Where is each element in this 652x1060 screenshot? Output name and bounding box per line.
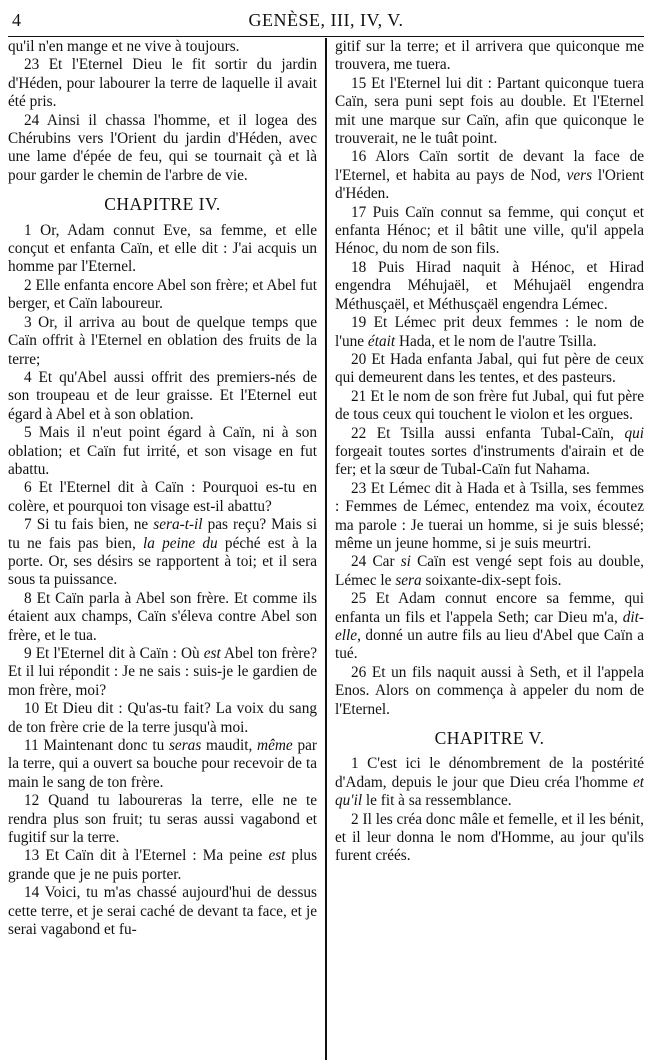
verse-4-11 bbox=[8, 737, 317, 792]
verse-continuation: qu'il n'en mange et ne vive à toujours. bbox=[8, 38, 240, 55]
running-title: GENÈSE, III, IV, V. bbox=[248, 10, 404, 30]
left-column bbox=[8, 38, 325, 1060]
verse-4-12: 12 Quand tu laboureras la terre, elle ne te rendra plus son fruit; tu seras aussi vagabond et fugitif sur la terre. bbox=[8, 792, 318, 847]
verse-text: 1 C'est ici le dénombrement de la postérité d'Adam, depuis le jour que Dieu créa l'homme bbox=[335, 755, 645, 791]
chapter-heading-5: CHAPITRE V. bbox=[434, 728, 545, 749]
verse-4-19 bbox=[335, 314, 644, 351]
verse-4-3: 3 Or, il arriva au bout de quelque temps que Caïn offrit à l'Eternel en oblation des fruits de la terre; bbox=[8, 313, 318, 368]
verse-4-17: 17 Puis Caïn connut sa femme, qui conçut et enfanta Hénoc; et il bâtit une ville, qu'il appela Hénoc, du nom de son fils. bbox=[335, 203, 645, 258]
verse-text: 19 Et Lémec prit deux femmes : le nom de l'une bbox=[335, 314, 645, 350]
verse-text: l'Orient d'Héden. bbox=[335, 166, 645, 203]
verse-text: par la terre, qui a ouvert sa bouche pour recevoir de ta main le sang de ton frère. bbox=[8, 737, 318, 791]
verse-text: , donné un autre fils au lieu d'Abel que Caïn a tué. bbox=[335, 627, 645, 663]
right-column bbox=[327, 38, 644, 1060]
verse-4-15: 15 Et l'Eternel lui dit : Partant quiconque tuera Caïn, sera puni sept fois au double. Et l'Eternel mit une marque sur Caïn, afin que quiconque le trouverait, ne le tuât point. bbox=[335, 74, 645, 148]
italic-text: si bbox=[400, 553, 411, 571]
verse-4-20: 20 Et Hada enfanta Jabal, qui fut père de ceux qui demeurent dans les tentes, et des pasteurs. bbox=[335, 350, 645, 387]
italic-text: la peine du bbox=[142, 534, 218, 552]
verse-4-25 bbox=[335, 590, 644, 664]
verse-text: soixante-dix-sept fois. bbox=[421, 571, 562, 589]
verse-4-7 bbox=[8, 516, 317, 590]
verse-text: Hada, et le nom de l'autre Tsilla. bbox=[395, 332, 597, 350]
verse-4-2: 2 Elle enfanta encore Abel son frère; et Abel fut berger, et Caïn laboureur. bbox=[8, 276, 318, 313]
verse-continuation: gitif sur la terre; et il arrivera que quiconque me trouvera, me tuera. bbox=[335, 38, 645, 74]
verse-text: 24 Car bbox=[351, 553, 401, 571]
italic-text: seras bbox=[168, 737, 202, 755]
italic-text: dit-elle bbox=[335, 608, 645, 644]
verse-4-1: 1 Or, Adam connut Eve, sa femme, et elle conçut et enfanta Caïn, et elle dit : J'ai acquis un homme par l'Eternel. bbox=[8, 221, 318, 276]
verse-text: 13 Et Caïn dit à l'Eternel : Ma peine bbox=[24, 847, 269, 865]
verse-4-14: 14 Voici, tu m'as chassé aujourd'hui de dessus cette terre, et je serai caché de devant ta face, et je serai vagabond et fu- bbox=[8, 884, 318, 939]
verse-text: 22 Et Tsilla aussi enfanta Tubal-Caïn, bbox=[351, 424, 625, 442]
verse-text: Caïn est vengé sept fois au double, Lémec le bbox=[335, 553, 645, 589]
verse-text: 9 Et l'Eternel dit à Caïn : Où bbox=[24, 645, 204, 662]
text-columns bbox=[8, 38, 644, 1060]
verse-4-5: 5 Mais il n'eut point égard à Caïn, ni à son oblation; et Caïn fut irrité, et son visage en fut abattu. bbox=[8, 424, 318, 478]
verse-4-18: 18 Puis Hirad naquit à Hénoc, et Hirad engendra Méhujaël, et Méhujaël engendra Méthusçaël, et Méthusçaël engendra Lémec. bbox=[335, 258, 645, 313]
verse-3-23: 23 Et l'Eternel Dieu le fit sortir du jardin d'Héden, pour labourer la terre de laquelle il avait été pris. bbox=[8, 56, 318, 111]
verse-5-1 bbox=[335, 755, 644, 810]
italic-text: qui bbox=[624, 424, 645, 442]
italic-text: sera bbox=[395, 571, 422, 589]
italic-text: vers bbox=[566, 166, 593, 184]
verse-text: 25 Et Adam connut encore sa femme, qui enfanta un fils et l'appela Seth; car Dieu m'a, bbox=[335, 590, 645, 626]
italic-text: et qu'il bbox=[335, 773, 645, 810]
verse-text: 7 Si tu fais bien, ne bbox=[24, 516, 154, 534]
verse-text: 11 Maintenant donc tu bbox=[24, 737, 169, 755]
verse-3-24: 24 Ainsi il chassa l'homme, et il logea des Chérubins vers l'Orient du jardin d'Héden, avec une lame d'épée de feu, qui se tournait çà et là pour garder le chemin de l'arbre de vie. bbox=[8, 111, 318, 184]
verse-4-23: 23 Et Lémec dit à Hada et à Tsilla, ses femmes : Femmes de Lémec, entendez ma voix, écoutez ma parole : Je tuerai un homme, si je suis blessé; même un jeune homme, si je suis meurtri. bbox=[335, 479, 645, 552]
italic-text: est bbox=[268, 847, 286, 865]
verse-4-24 bbox=[335, 553, 644, 590]
verse-text: péché est à la porte. Or, ses désirs se rapportent à toi; et il sera sous ta puissance. bbox=[8, 534, 318, 589]
verse-4-10: 10 Et Dieu dit : Qu'as-tu fait? La voix du sang de ton frère crie de la terre jusqu'à moi. bbox=[8, 700, 318, 736]
italic-text: était bbox=[367, 332, 396, 350]
page-number: 4 bbox=[12, 10, 21, 30]
verse-4-4: 4 Et qu'Abel aussi offrit des premiers-nés de son troupeau et de leur graisse. Et l'Eternel eut égard à Abel et à son oblation. bbox=[8, 368, 318, 423]
verse-5-2: 2 Il les créa donc mâle et femelle, et il les bénit, et il leur donna le nom d'Homme, au jour qu'ils furent créés. bbox=[335, 810, 645, 865]
italic-text: est bbox=[203, 645, 221, 662]
verse-4-9 bbox=[8, 645, 317, 700]
verse-4-22 bbox=[335, 425, 644, 480]
verse-4-8: 8 Et Caïn parla à Abel son frère. Et comme ils étaient aux champs, Caïn s'éleva contre Abel son frère, et le tua. bbox=[8, 589, 318, 644]
italic-text: même bbox=[257, 737, 293, 755]
verse-text: Abel ton frère? Et il lui répondit : Je ne sais : suis-je le gardien de mon frère, moi? bbox=[8, 645, 318, 699]
verse-text: plus grande que je ne puis porter. bbox=[8, 847, 318, 883]
verse-text: le fit à sa ressemblance. bbox=[362, 792, 512, 810]
italic-text: sera-t-il bbox=[153, 516, 203, 534]
chapter-heading-4: CHAPITRE IV. bbox=[104, 194, 221, 215]
verse-4-6: 6 Et l'Eternel dit à Caïn : Pourquoi es-tu en colère, et pourquoi ton visage est-il abattu? bbox=[8, 479, 318, 515]
verse-text: maudit, bbox=[201, 737, 258, 755]
verse-text: forgeait toutes sortes d'instruments d'airain et de fer; et la sœur de Tubal-Caïn fut Nahama. bbox=[335, 442, 645, 479]
verse-4-21: 21 Et le nom de son frère fut Jubal, qui fut père de tous ceux qui touchent le violon et les orgues. bbox=[335, 387, 645, 424]
running-header bbox=[8, 6, 644, 37]
verse-text: 16 Alors Caïn sortit de devant la face de l'Eternel, et habita au pays de Nod, bbox=[335, 148, 645, 184]
verse-4-16 bbox=[335, 148, 644, 203]
verse-4-13 bbox=[8, 847, 317, 884]
verse-4-26: 26 Et un fils naquit aussi à Seth, et il l'appela Enos. Alors on commença à appeler du nom de l'Eternel. bbox=[335, 663, 645, 718]
verse-text: pas reçu? Mais si tu ne fais pas bien, bbox=[8, 516, 318, 552]
